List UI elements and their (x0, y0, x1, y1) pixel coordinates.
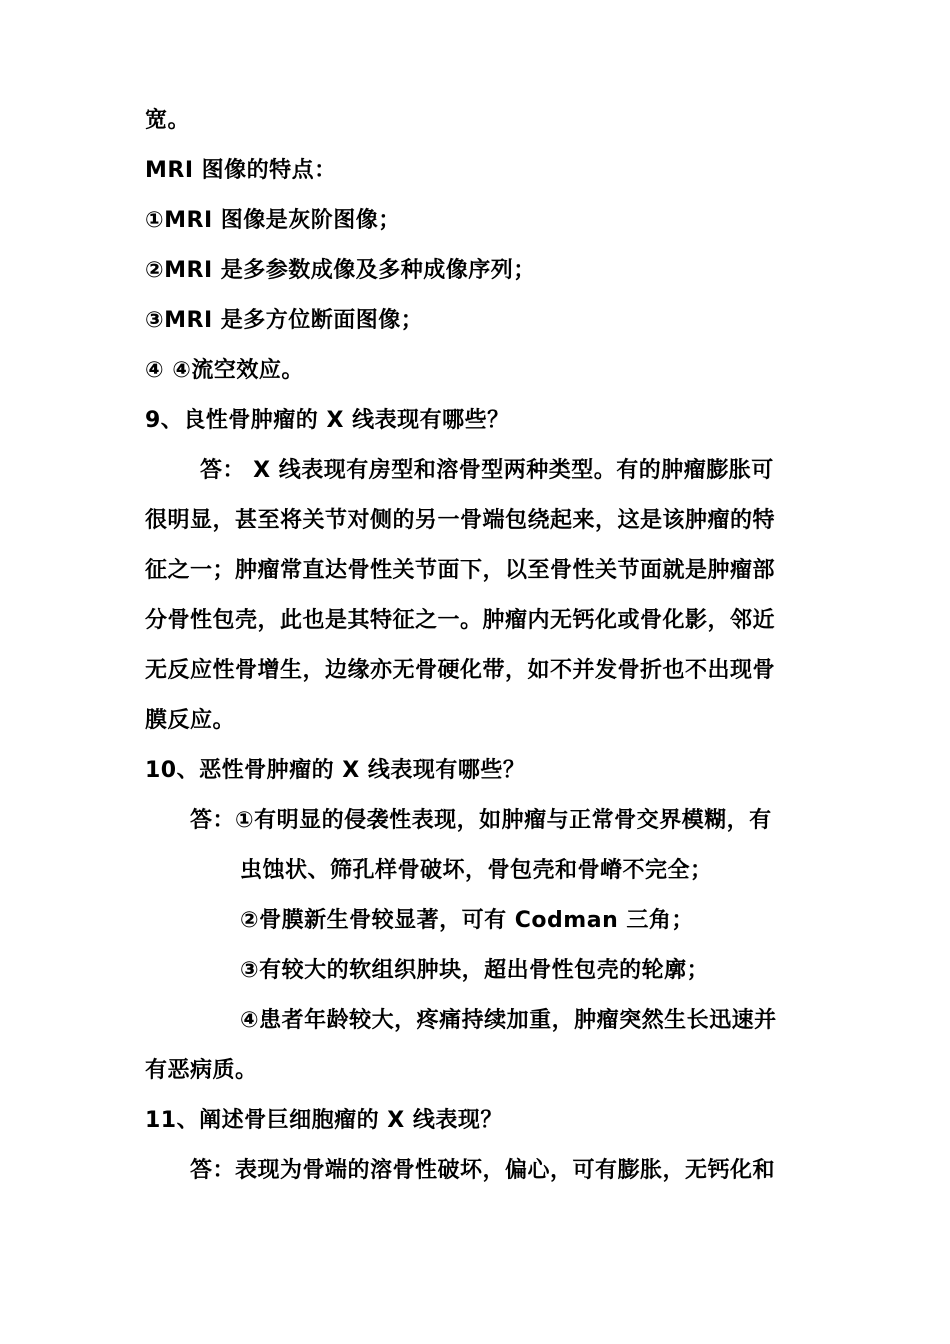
answer-text: 有恶病质。 (145, 1058, 258, 1083)
answer-text: ④患者年龄较大，疼痛持续加重，肿瘤突然生长迅速并 (240, 1008, 777, 1033)
answer-text: 分骨性包壳，此也是其特征之一。肿瘤内无钙化或骨化影，邻近 (145, 608, 776, 633)
section-heading: MRI 图像的特点： (145, 158, 337, 183)
answer-text: 答：①有明显的侵袭性表现，如肿瘤与正常骨交界模糊，有 (190, 808, 772, 833)
answer-text: 很明显，甚至将关节对侧的另一骨端包绕起来，这是该肿瘤的特 (145, 508, 776, 533)
answer-text: 答：表现为骨端的溶骨性破坏，偏心，可有膨胀，无钙化和 (190, 1158, 776, 1183)
answer-text: 无反应性骨增生，边缘亦无骨硬化带，如不并发骨折也不出现骨 (145, 658, 776, 683)
question-heading: 11、阐述骨巨细胞瘤的 X 线表现？ (145, 1108, 503, 1133)
text-line: 宽。 (145, 108, 191, 133)
answer-text: ③有较大的软组织肿块，超出骨性包壳的轮廓； (240, 958, 710, 983)
list-item: ③MRI 是多方位断面图像； (145, 308, 424, 333)
answer-text: 征之一；肿瘤常直达骨性关节面下，以至骨性关节面就是肿瘤部 (145, 558, 776, 583)
answer-text: 答： X 线表现有房型和溶骨型两种类型。有的肿瘤膨胀可 (200, 458, 774, 483)
answer-text: 虫蚀状、筛孔样骨破坏，骨包壳和骨嵴不完全； (240, 858, 713, 883)
answer-text: 膜反应。 (145, 708, 236, 733)
answer-text: ②骨膜新生骨较显著，可有 Codman 三角； (240, 908, 694, 933)
question-heading: 9、良性骨肿瘤的 X 线表现有哪些？ (145, 408, 510, 433)
question-heading: 10、恶性骨肿瘤的 X 线表现有哪些？ (145, 758, 526, 783)
list-item: ④ ④流空效应。 (145, 358, 304, 383)
list-item: ①MRI 图像是灰阶图像； (145, 208, 401, 233)
list-item: ②MRI 是多参数成像及多种成像序列； (145, 258, 536, 283)
